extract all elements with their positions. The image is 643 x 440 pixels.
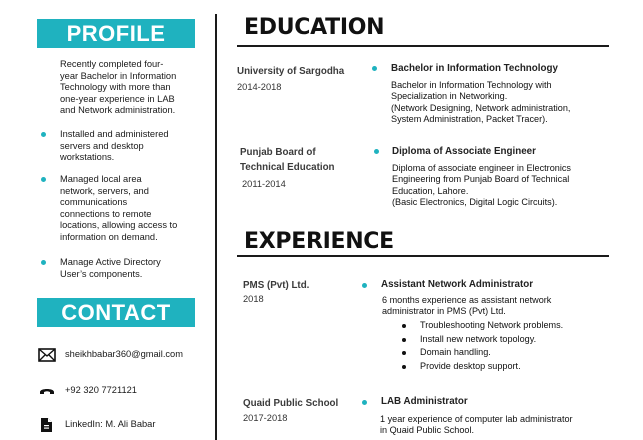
contact-phone[interactable]: +92 320 7721121 xyxy=(65,385,137,395)
timeline-dot-icon xyxy=(374,149,379,154)
experience-task: Install new network topology. xyxy=(400,333,563,347)
education-org: University of Sargodha xyxy=(237,66,345,77)
education-title: Bachelor in Information Technology xyxy=(391,63,558,74)
contact-heading: CONTACT xyxy=(37,298,195,327)
timeline-dot-icon xyxy=(362,400,367,405)
experience-title: LAB Administrator xyxy=(381,396,468,407)
profile-summary: Recently completed four- year Bachelor in Information Technology with more than one-year experience in LAB and Network administration. xyxy=(60,59,177,116)
linkedin-icon xyxy=(38,418,56,432)
experience-task: Provide desktop support. xyxy=(400,360,563,374)
profile-heading: PROFILE xyxy=(37,19,195,48)
education-heading: EDUCATION xyxy=(244,15,385,40)
timeline-dot-icon xyxy=(372,66,377,71)
experience-org: Quaid Public School xyxy=(243,398,339,409)
experience-description: 1 year experience of computer lab administrator in Quaid Public School. xyxy=(380,414,573,436)
experience-org: PMS (Pvt) Ltd. xyxy=(243,280,310,291)
education-org: Punjab Board of Technical Education xyxy=(240,147,335,173)
column-divider xyxy=(215,14,217,440)
education-description: Diploma of associate engineer in Electronics Engineering from Punjab Board of Technical Education, Lahore. (Basic Electronics, Digital Logic Circuits). xyxy=(392,163,571,208)
experience-years: 2018 xyxy=(243,294,264,304)
profile-bullet: Installed and administered servers and desktop workstations. xyxy=(40,129,198,164)
experience-task: Domain handling. xyxy=(400,346,563,360)
education-description: Bachelor in Information Technology with Specialization in Networking. (Network Designing, Network administration, System Administration, Packet Tracer). xyxy=(391,80,571,125)
experience-task: Troubleshooting Network problems. xyxy=(400,319,563,333)
bullet-dot-icon xyxy=(41,260,46,265)
education-years: 2014-2018 xyxy=(237,82,282,92)
contact-email[interactable]: sheikhbabar360@gmail.com xyxy=(65,349,183,359)
profile-bullet-list xyxy=(40,257,198,280)
experience-task-list xyxy=(400,319,563,373)
experience-divider xyxy=(237,255,609,257)
timeline-dot-icon xyxy=(362,283,367,288)
experience-description: 6 months experience as assistant network administrator in PMS (Pvt) Ltd. xyxy=(382,295,552,317)
experience-heading: EXPERIENCE xyxy=(244,229,394,254)
profile-bullet: Manage Active Directory User’s components. xyxy=(40,257,198,280)
education-title: Diploma of Associate Engineer xyxy=(392,146,536,157)
profile-bullet-list xyxy=(40,129,198,164)
education-years: 2011-2014 xyxy=(242,179,286,189)
bullet-dot-icon xyxy=(41,177,46,182)
phone-icon xyxy=(38,384,56,398)
experience-title: Assistant Network Administrator xyxy=(381,279,534,290)
envelope-icon xyxy=(38,348,56,362)
profile-bullet: Managed local area network, servers, and communications connections to remote locations, allowing access to information on demand. xyxy=(40,174,198,244)
education-divider xyxy=(237,45,609,47)
profile-bullet-list xyxy=(40,174,198,244)
left-column xyxy=(0,0,215,440)
contact-linkedin[interactable]: LinkedIn: M. Ali Babar xyxy=(65,419,156,429)
experience-years: 2017-2018 xyxy=(243,413,288,423)
bullet-dot-icon xyxy=(41,132,46,137)
